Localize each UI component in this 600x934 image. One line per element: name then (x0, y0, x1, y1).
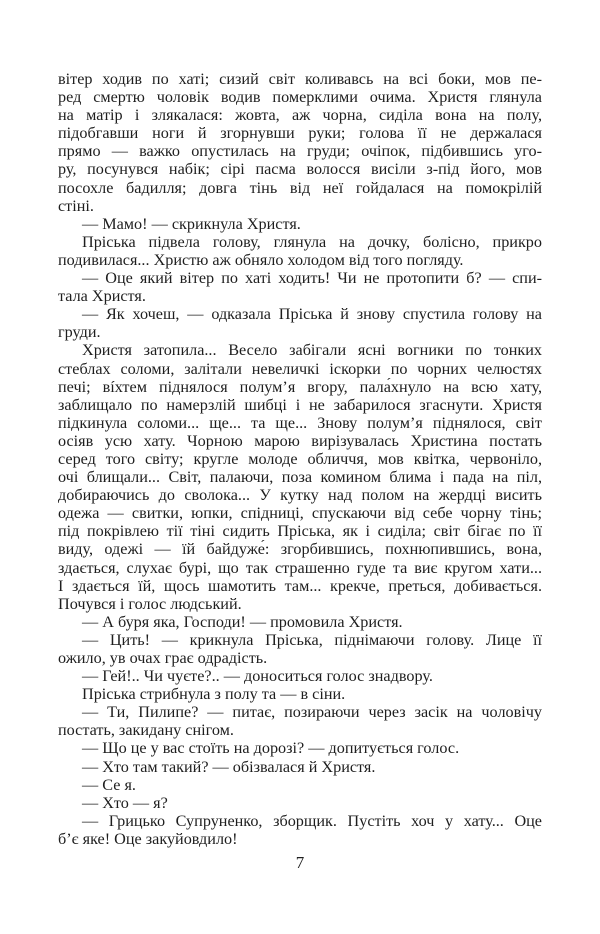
text-line: — Хто — я? (82, 793, 168, 812)
text-line: Пріська стрибнула з полу та — в сіни. (82, 685, 346, 704)
text-line: стіні. (58, 196, 94, 215)
text-line: груди. (58, 323, 101, 342)
text-line: підкинула соломи... ще... та ще... Знову полум’я піднялося, світ (58, 413, 542, 432)
text-line: ру, посунувся набік; сірі пасма волосся висіли з-під його, мов (58, 160, 542, 179)
text-line: заблищало по намерзлій шибці і не забарилося згаснути. Христя (58, 395, 542, 414)
page-number: 7 (295, 853, 305, 872)
text-line: посохле бадилля; довга тінь від неї гойдалася на помокрілій (58, 178, 542, 197)
text-line: підобгавши ноги й згорнувши руки; голова її не держалася (58, 124, 542, 143)
text-line: стеблах соломи, залітали невеличкі іскорки по чорних челюстях (58, 359, 542, 378)
text-line: б’є яке! Оце закуйовдило! (58, 829, 238, 848)
text-line: — Се я. (82, 775, 136, 794)
text-line: очі блищали... Світ, палаючи, поза комином блима і пада на піл, (58, 468, 542, 487)
text-line: ожило, ув очах грає одрадість. (58, 649, 268, 667)
text-line: — Що це у вас стоїть на дорозі? — допитується голос. (82, 739, 460, 758)
text-line: прямо — важко опустилась на груди; очіпок, підбившись уго- (58, 142, 542, 161)
text-line: виду, одежі — їй байдуже́: згорбившись, похнюпившись, вона, (58, 540, 542, 559)
text-line: подивилася... Христю аж обняло холодом від того погляду. (58, 250, 464, 269)
text-line: — Як хочеш, — одказала Пріська й знову спустила голову на (82, 305, 542, 324)
text-line: Христя затопила... Весело забігали ясні вогники по тонких (82, 341, 542, 360)
text-line: добираючись до сволока... У кутку над полом на жердці висить (58, 486, 542, 505)
text-line: Почувся і голос людський. (58, 594, 242, 613)
text-line: — Гей!.. Чи чуєте?.. — доноситься голос знадвору. (82, 667, 433, 686)
text-line: — Хто там такий? — обізвалася й Христя. (82, 757, 376, 776)
text-line: осіяв усю хату. Чорною марою вирізувалась Христина постать (58, 431, 542, 450)
text-line: — Грицько Супруненко, зборщик. Пустіть хоч у хату... Оце (82, 811, 542, 830)
text-line: вітер ходив по хаті; сизий світ коливавсь на всі боки, мов пе- (58, 70, 542, 88)
text-line: серед того світу; кругле молоде обличчя, мов квітка, червоніло, (58, 449, 542, 468)
text-line: здається, слухає бурі, що так страшенно гуде та виє кругом хати... (58, 558, 542, 577)
text-line: — Мамо! — скрикнула Христя. (82, 214, 301, 233)
text-line: на матір і злякалася: жовта, аж чорна, сиділа вона на полу, (58, 106, 542, 125)
text-line: ред смертю чоловік водив померклими очима. Христя глянула (58, 88, 542, 107)
text-line: — Цить! — крикнула Пріська, піднімаючи голову. Лице її (82, 630, 542, 649)
text-line: І здається їй, щось шамотить там... крекче, преться, добивається. (58, 576, 542, 595)
text-line: постать, закидану снігом. (58, 721, 234, 740)
text-line: — Оце який вітер по хаті ходить! Чи не протопити б? — спи- (82, 269, 542, 288)
text-line: Пріська підвела голову, глянула на дочку, болісно, прикро (82, 232, 542, 251)
text-line: одежа — свитки, юпки, спідниці, спускаючи від себе чорну тінь; (58, 504, 542, 523)
text-line: печі; вíхтем піднялося полум’я вгору, пала́хнуло на всю хату, (58, 377, 542, 396)
body-text (58, 70, 542, 848)
text-line: під покрівлею тії тіні сидить Пріська, як і сиділа; світ бігає по її (58, 522, 542, 541)
text-line: — Ти, Пилипе? — питає, позираючи через засік на чоловічу (82, 703, 542, 722)
text-line: тала Христя. (58, 287, 146, 306)
text-line: — А буря яка, Господи! — промовила Христя. (82, 612, 403, 631)
